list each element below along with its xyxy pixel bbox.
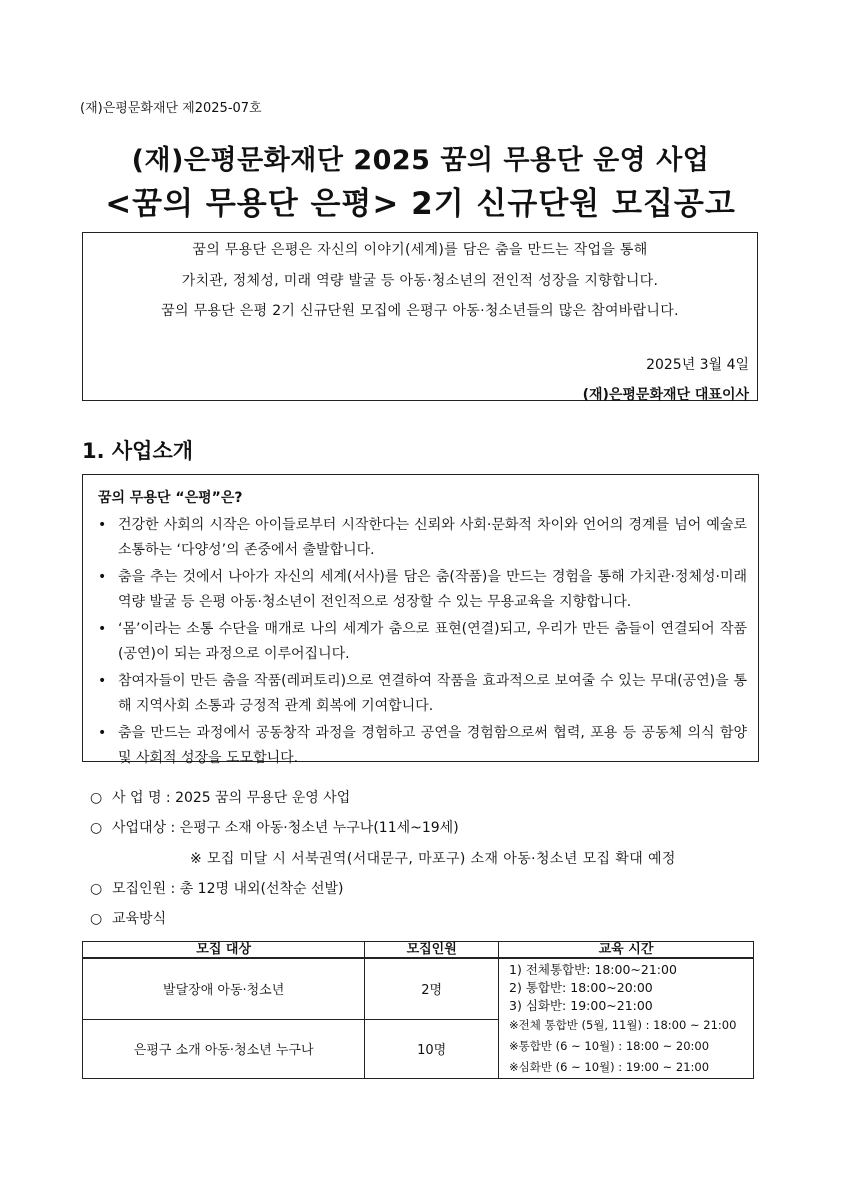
info-target bbox=[90, 817, 459, 837]
table-cell-count: 10명 bbox=[365, 1019, 499, 1078]
circle-bullet-icon: ○ bbox=[90, 790, 103, 806]
table-cell-target: 발달장애 아동·청소년 bbox=[83, 958, 365, 1019]
about-heading: 꿈의 무용단 “은평”은? bbox=[98, 490, 243, 506]
circle-bullet-icon: ○ bbox=[90, 820, 103, 836]
title-line-2: <꿈의 무용단 은평> 2기 신규단원 모집공고 bbox=[105, 186, 736, 222]
about-bullet bbox=[95, 513, 747, 563]
table-cell-count: 2명 bbox=[365, 958, 499, 1019]
bullet-dot-icon: • bbox=[98, 621, 107, 637]
info-method-text: 교육방식 bbox=[112, 911, 167, 927]
about-bullet bbox=[95, 669, 747, 719]
circle-bullet-icon: ○ bbox=[90, 911, 103, 927]
intro-line-3: 꿈의 무용단 은평 2기 신규단원 모집에 은평구 아동·청소년들의 많은 참여바랍니다. bbox=[161, 303, 679, 319]
intro-signature: (재)은평문화재단 대표이사 bbox=[582, 387, 749, 403]
circle-bullet-icon: ○ bbox=[90, 881, 103, 897]
bullet-dot-icon: • bbox=[98, 673, 107, 689]
bullet-dot-icon: • bbox=[98, 569, 107, 585]
schedule-list bbox=[499, 959, 753, 1078]
intro-date: 2025년 3월 4일 bbox=[646, 357, 749, 373]
table-cell-target: 은평구 소개 아동·청소년 누구나 bbox=[83, 1019, 365, 1078]
table-header-row bbox=[83, 942, 754, 959]
target-note: ※ 모집 미달 시 서북권역(서대문구, 마포구) 소재 아동·청소년 모집 확대 예정 bbox=[190, 851, 676, 867]
schedule-note: ※통합반 (6 ~ 10월) : 18:00 ~ 20:00 bbox=[509, 1039, 710, 1053]
about-bullet-text: 건강한 사회의 시작은 아이들로부터 시작한다는 신뢰와 사회·문화적 차이와 언어의 경계를 넘어 예술로 소통하는 ‘다양성’의 존중에서 출발합니다. bbox=[118, 517, 747, 558]
intro-line-2: 가치관, 정체성, 미래 역량 발굴 등 아동·청소년의 전인적 성장을 지향합니다. bbox=[181, 273, 659, 289]
info-recruits-text: 모집인원 : 총 12명 내외(선착순 선발) bbox=[112, 881, 344, 897]
bullet-dot-icon: • bbox=[98, 725, 107, 741]
schedule-note: ※심화반 (6 ~ 10월) : 19:00 ~ 21:00 bbox=[509, 1060, 710, 1074]
title-line-1: (재)은평문화재단 2025 꿈의 무용단 운영 사업 bbox=[131, 145, 710, 176]
info-recruits bbox=[90, 878, 344, 898]
intro-box bbox=[82, 232, 758, 401]
schedule-item: 3) 심화반: 19:00~21:00 bbox=[509, 998, 653, 1013]
about-bullet bbox=[95, 721, 747, 771]
intro-line-1: 꿈의 무용단 은평은 자신의 이야기(세계)를 담은 춤을 만드는 작업을 통해 bbox=[192, 242, 648, 258]
table-header: 모집 대상 bbox=[83, 942, 365, 959]
about-bullet bbox=[95, 565, 747, 615]
info-method bbox=[90, 908, 166, 928]
info-business-name bbox=[90, 787, 350, 807]
about-bullet bbox=[95, 617, 747, 667]
about-bullet-text: 춤을 만드는 과정에서 공동창작 과정을 경험하고 공연을 경험함으로써 협력, 포용 등 공동체 의식 함양 및 사회적 성장을 도모합니다. bbox=[118, 725, 747, 766]
info-target-text: 사업대상 : 은평구 소재 아동·청소년 누구나(11세~19세) bbox=[112, 820, 459, 836]
schedule-item: 2) 통합반: 18:00~20:00 bbox=[509, 980, 653, 995]
schedule-item: 1) 전체통합반: 18:00~21:00 bbox=[509, 962, 677, 977]
about-bullet-text: 춤을 추는 것에서 나아가 자신의 세계(서사)를 담은 춤(작품)을 만드는 경험을 통해 가치관·정체성·미래 역량 발굴 등 은평 아동·청소년이 전인적으로 성장할 수 있는 무용교육을 지향합니다. bbox=[118, 569, 747, 610]
bullet-dot-icon: • bbox=[98, 517, 107, 533]
schedule-note: ※전체 통합반 (5월, 11월) : 18:00 ~ 21:00 bbox=[509, 1018, 737, 1032]
table-header: 모집인원 bbox=[365, 942, 499, 959]
about-bullet-list bbox=[95, 513, 747, 773]
info-business-name-text: 사 업 명 : 2025 꿈의 무용단 운영 사업 bbox=[112, 790, 351, 806]
document-number: (재)은평문화재단 제2025-07호 bbox=[80, 101, 262, 116]
about-box bbox=[82, 474, 759, 766]
table-row bbox=[83, 958, 754, 1019]
education-table bbox=[82, 941, 754, 1079]
table-cell-schedule bbox=[499, 958, 754, 1079]
table-header: 교육 시간 bbox=[499, 942, 754, 959]
about-bullet-text: 참여자들이 만든 춤을 작품(레퍼토리)으로 연결하여 작품을 효과적으로 보여줄 수 있는 무대(공연)을 통해 지역사회 소통과 긍정적 관계 회복에 기여합니다. bbox=[118, 673, 748, 714]
about-bullet-text: ‘몸’이라는 소통 수단을 매개로 나의 세계가 춤으로 표현(연결)되고, 우리가 만든 춤들이 연결되어 작품(공연)이 되는 과정으로 이루어집니다. bbox=[118, 621, 747, 662]
section-1-title: 1. 사업소개 bbox=[82, 439, 194, 463]
